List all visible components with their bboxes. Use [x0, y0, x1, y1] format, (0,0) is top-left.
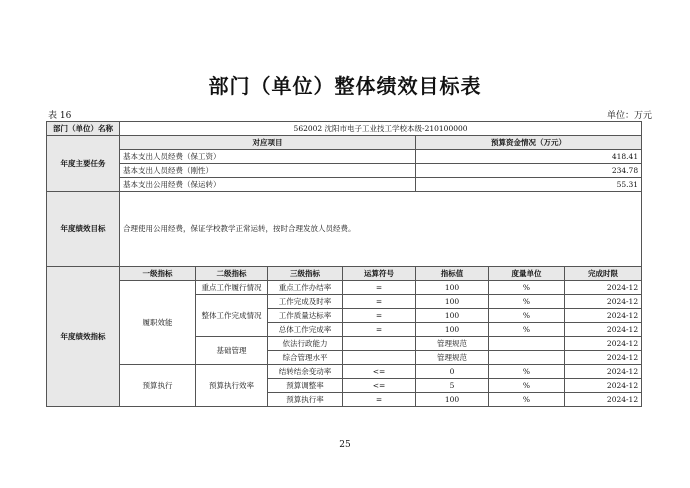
table-number: 表 16 [48, 111, 72, 121]
unit-cell: % [489, 365, 565, 379]
dept-label: 部门（单位）名称 [47, 122, 120, 136]
page-number: 25 [339, 440, 351, 450]
operator-cell: = [343, 393, 416, 407]
deadline-cell: 2024-12 [565, 351, 642, 365]
level3-cell: 总体工作完成率 [268, 323, 343, 337]
task-amount: 55.31 [416, 178, 642, 192]
deadline-cell: 2024-12 [565, 393, 642, 407]
unit-cell [489, 351, 565, 365]
col-operator: 运算符号 [343, 267, 416, 281]
operator-cell: <= [343, 379, 416, 393]
unit-label: 单位：万元 [606, 111, 652, 121]
task-name: 基本支出人员经费（保工资） [120, 150, 416, 164]
level2-cell: 预算执行效率 [196, 365, 268, 407]
value-cell: 100 [416, 295, 489, 309]
level3-cell: 工作质量达标率 [268, 309, 343, 323]
col-level3: 三级指标 [268, 267, 343, 281]
dept-row [47, 122, 642, 136]
unit-cell: % [489, 379, 565, 393]
unit-cell [489, 337, 565, 351]
level3-cell: 预算执行率 [268, 393, 343, 407]
deadline-cell: 2024-12 [565, 309, 642, 323]
value-cell: 管理规范 [416, 337, 489, 351]
indicators-header-row [47, 267, 642, 281]
operator-cell: = [343, 309, 416, 323]
value-cell: 100 [416, 309, 489, 323]
performance-table [46, 121, 642, 407]
col-level2: 二级指标 [196, 267, 268, 281]
dept-value: 562002 沈阳市电子工业技工学校本级-210100000 [120, 122, 642, 136]
level3-cell: 预算调整率 [268, 379, 343, 393]
goal-row [47, 192, 642, 267]
unit-cell: % [489, 309, 565, 323]
col-budget-header: 预算资金情况（万元） [416, 136, 642, 150]
deadline-cell: 2024-12 [565, 365, 642, 379]
col-unit: 度量单位 [489, 267, 565, 281]
task-name: 基本支出人员经费（刚性） [120, 164, 416, 178]
value-cell: 管理规范 [416, 351, 489, 365]
unit-cell: % [489, 281, 565, 295]
col-level1: 一级指标 [120, 267, 196, 281]
deadline-cell: 2024-12 [565, 337, 642, 351]
level1-cell: 履职效能 [120, 281, 196, 365]
unit-cell: % [489, 295, 565, 309]
level3-cell: 工作完成及时率 [268, 295, 343, 309]
value-cell: 100 [416, 281, 489, 295]
operator-cell: <= [343, 365, 416, 379]
operator-cell: = [343, 323, 416, 337]
deadline-cell: 2024-12 [565, 295, 642, 309]
page-title: 部门（单位）整体绩效目标表 [208, 74, 482, 98]
level3-cell: 重点工作办结率 [268, 281, 343, 295]
value-cell: 5 [416, 379, 489, 393]
operator-cell [343, 351, 416, 365]
level2-cell: 基础管理 [196, 337, 268, 365]
operator-cell: = [343, 295, 416, 309]
deadline-cell: 2024-12 [565, 323, 642, 337]
table-row [47, 365, 642, 379]
table-row [47, 178, 642, 192]
level3-cell: 依法行政能力 [268, 337, 343, 351]
task-amount: 418.41 [416, 150, 642, 164]
annual-goal-label: 年度绩效目标 [47, 192, 120, 267]
level3-cell: 结转结余变动率 [268, 365, 343, 379]
level1-cell: 预算执行 [120, 365, 196, 407]
value-cell: 100 [416, 393, 489, 407]
col-value: 指标值 [416, 267, 489, 281]
level2-cell: 重点工作履行情况 [196, 281, 268, 295]
value-cell: 100 [416, 323, 489, 337]
col-project-header: 对应项目 [120, 136, 416, 150]
table-row [47, 150, 642, 164]
deadline-cell: 2024-12 [565, 281, 642, 295]
task-name: 基本支出公用经费（保运转） [120, 178, 416, 192]
indicators-label: 年度绩效指标 [47, 267, 120, 407]
annual-goal-text: 合理使用公用经费，保证学校教学正常运转，按时合理发放人员经费。 [120, 192, 642, 267]
table-row [47, 164, 642, 178]
task-amount: 234.78 [416, 164, 642, 178]
operator-cell [343, 337, 416, 351]
table-row [47, 281, 642, 295]
unit-cell: % [489, 323, 565, 337]
col-deadline: 完成时限 [565, 267, 642, 281]
annual-tasks-label: 年度主要任务 [47, 136, 120, 192]
level2-cell: 整体工作完成情况 [196, 295, 268, 337]
value-cell: 0 [416, 365, 489, 379]
level3-cell: 综合管理水平 [268, 351, 343, 365]
deadline-cell: 2024-12 [565, 379, 642, 393]
tasks-header-row [47, 136, 642, 150]
unit-cell: % [489, 393, 565, 407]
operator-cell: = [343, 281, 416, 295]
